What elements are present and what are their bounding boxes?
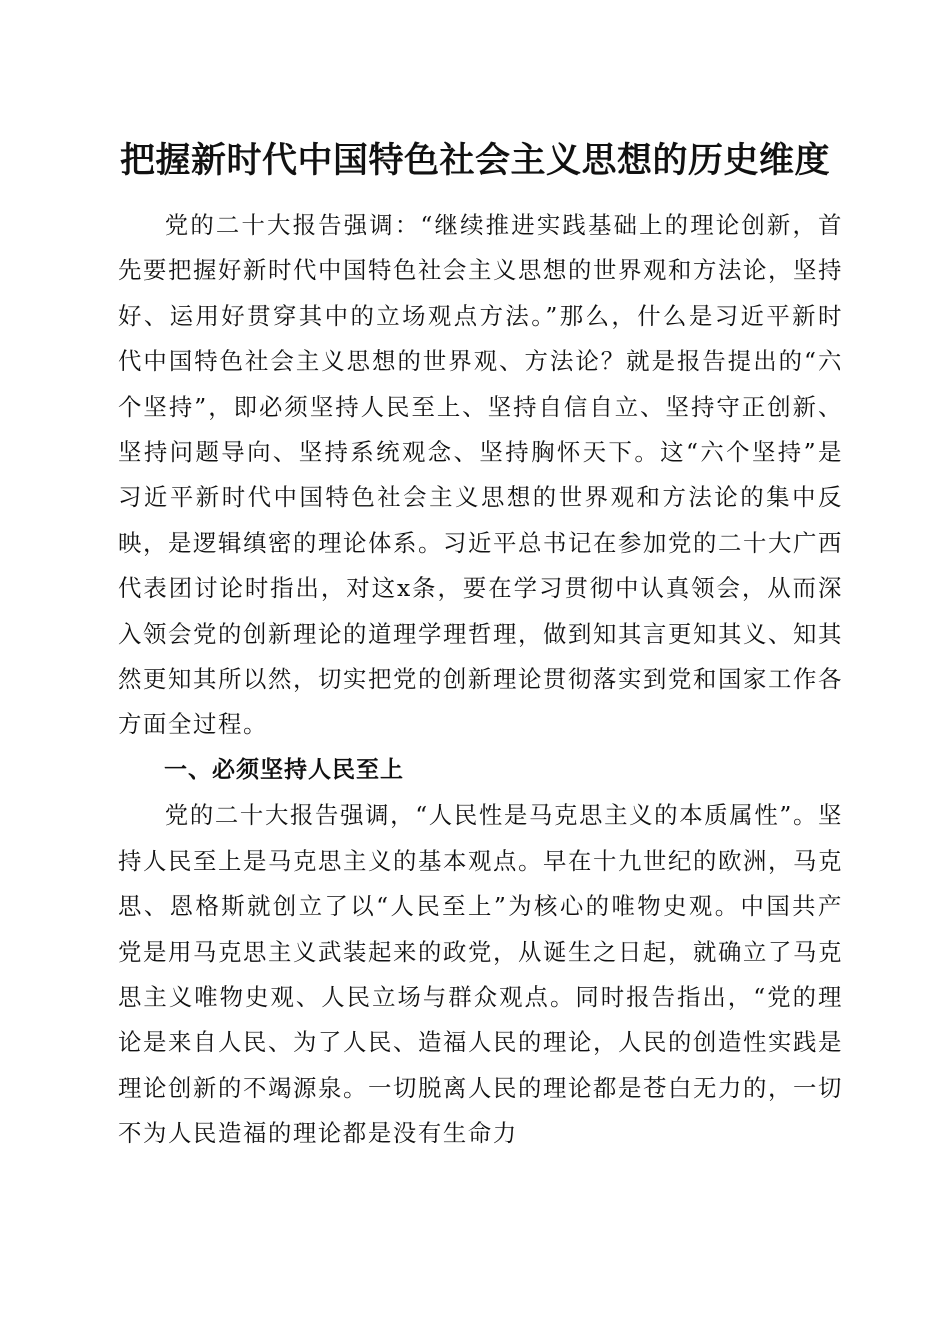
document-title: 把握新时代中国特色社会主义思想的历史维度 <box>119 140 830 181</box>
document-body <box>118 203 843 1157</box>
section-1-paragraph: 党的二十大报告强调，“人民性是马克思主义的本质属性”。坚持人民至上是马克思主义的基本观点。早在十九世纪的欧洲，马克思、恩格斯就创立了以“人民至上”为核心的唯物史观。中国共产党是用马克思主义武装起来的政党，从诞生之日起，就确立了马克思主义唯物史观、人民立场与群众观点。同时报告指出，“党的理论是来自人民、为了人民、造福人民的理论，人民的创造性实践是理论创新的不竭源泉。一切脱离人民的理论都是苍白无力的，一切不为人民造福的理论都是没有生命力 <box>118 801 843 1148</box>
intro-paragraph: 党的二十大报告强调：“继续推进实践基础上的理论创新，首先要把握好新时代中国特色社会主义思想的世界观和方法论，坚持好、运用好贯穿其中的立场观点方法。”那么，什么是习近平新时代中国特色社会主义思想的世界观、方法论？就是报告提出的“六个坚持”，即必须坚持人民至上、坚持自信自立、坚持守正创新、坚持问题导向、坚持系统观念、坚持胸怀天下。这“六个坚持”是习近平新时代中国特色社会主义思想的世界观和方法论的集中反映，是逻辑缜密的理论体系。习近平总书记在参加党的二十大广西代表团讨论时指出，对这x条，要在学习贯彻中认真领会，从而深入领会党的创新理论的道理学理哲理，做到知其言更知其义、知其然更知其所以然，切实把党的创新理论贯彻落实到党和国家工作各方面全过程。 <box>118 211 843 739</box>
section-heading-1: 一、必须坚持人民至上 <box>164 756 404 783</box>
